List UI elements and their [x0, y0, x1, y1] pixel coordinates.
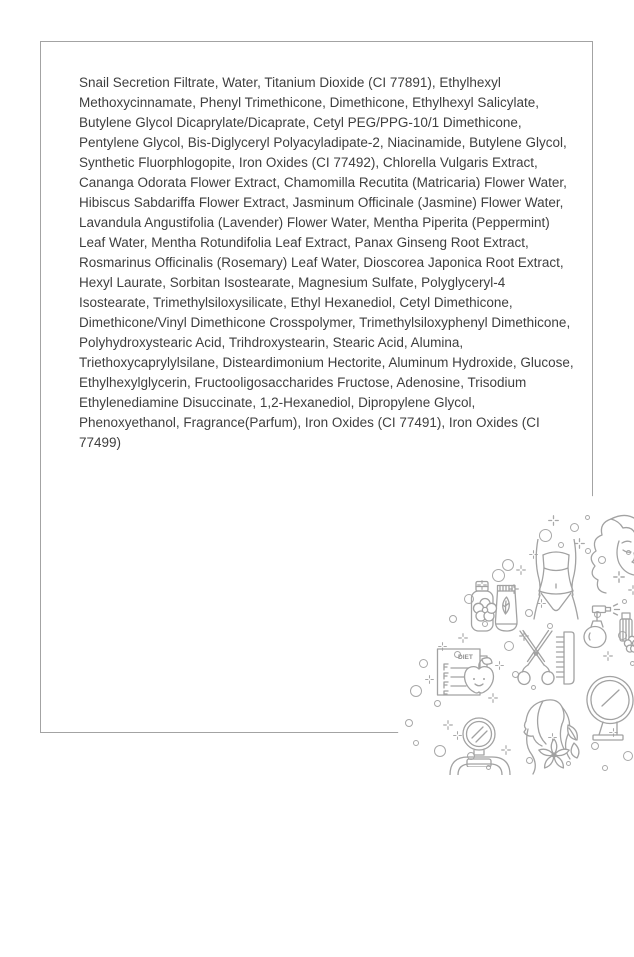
circle-decoration [413, 740, 419, 746]
circle-decoration [449, 615, 457, 623]
sparkle-icon [425, 675, 434, 684]
sparkle-icon [458, 633, 468, 643]
sparkle-icon [548, 515, 559, 526]
diet-list-apple-icon [436, 646, 500, 700]
circle-decoration [623, 751, 633, 761]
circle-decoration [419, 659, 428, 668]
bikini-body-icon [531, 539, 581, 623]
circle-decoration [405, 719, 413, 727]
perfume-atomizer-icon [582, 603, 634, 653]
beauty-collage [398, 493, 634, 957]
woman-hair-flower-icon [516, 697, 580, 775]
circle-decoration [410, 685, 422, 697]
circle-decoration [434, 700, 441, 707]
circle-decoration [630, 661, 634, 666]
circle-decoration [502, 559, 514, 571]
woman-face-icon [583, 511, 634, 601]
standing-mirror-icon [581, 675, 634, 745]
diet-label: DIET [458, 654, 473, 661]
scissors-comb-icon [512, 629, 578, 689]
circle-decoration [434, 745, 446, 757]
compact-case-icon [448, 751, 512, 775]
sparkle-icon [443, 720, 453, 730]
ingredients-text: Snail Secretion Filtrate, Water, Titanium Dioxide (CI 77891), Ethylhexyl Methoxycinnamate, Phenyl Trimethicone, Dimethicone, Ethylhexyl Salicylate, Butylene Glycol Dicaprylate/Dicaprate, Cetyl PEG/PPG-10/1 Dimethicone, Pentylene Glycol, Bis-Diglyceryl Polyacyladipate-2, Niacinamide, Butylene Glycol, Synthetic Fluorphlogopite, Iron Oxides (CI 77492), Chlorella Vulgaris Extract, Cananga Odorata Flower Extract, Chamomilla Recutita (Matricaria) Flower Water, Hibiscus Sabdariffa Flower Extract, Jasminum Officinale (Jasmine) Flower Water, Lavandula Angustifolia (Lavender) Flower Water, Mentha Piperita (Peppermint) Leaf Water, Mentha Rotundifolia Leaf Extract, Panax Ginseng Root Extract, Rosmarinus Officinalis (Rosemary) Leaf Water, Dioscorea Japonica Root Extract, Hexyl Laurate, Sorbitan Isostearate, Magnesium Sulfate, Polyglyceryl-4 Isostearate, Trimethylsiloxysilicate, Ethyl Hexanediol, Cetyl Dimethicone, Dimethicone/Vinyl Dimethicone Crosspolymer, Trimethylsiloxyphenyl Dimethicone, Polyhydroxystearic Acid, Trihdroxystearin, Stearic Acid, Alumina, Triethoxycaprylylsilane, Disteardimonium Hectorite, Aluminum Hydroxide, Glucose, Ethylhexylglycerin, Fructooligosaccharides Fructose, Adenosine, Trisodium Ethylenediamine Disuccinate, 1,2-Hexanediol, Dipropylene Glycol, Phenoxyethanol, Fragrance(Parfum), Iron Oxides (CI 77491), Iron Oxides (CI 77499) [79, 73, 578, 453]
sparkle-icon [516, 565, 526, 575]
circle-decoration [570, 523, 579, 532]
circle-decoration [602, 765, 608, 771]
